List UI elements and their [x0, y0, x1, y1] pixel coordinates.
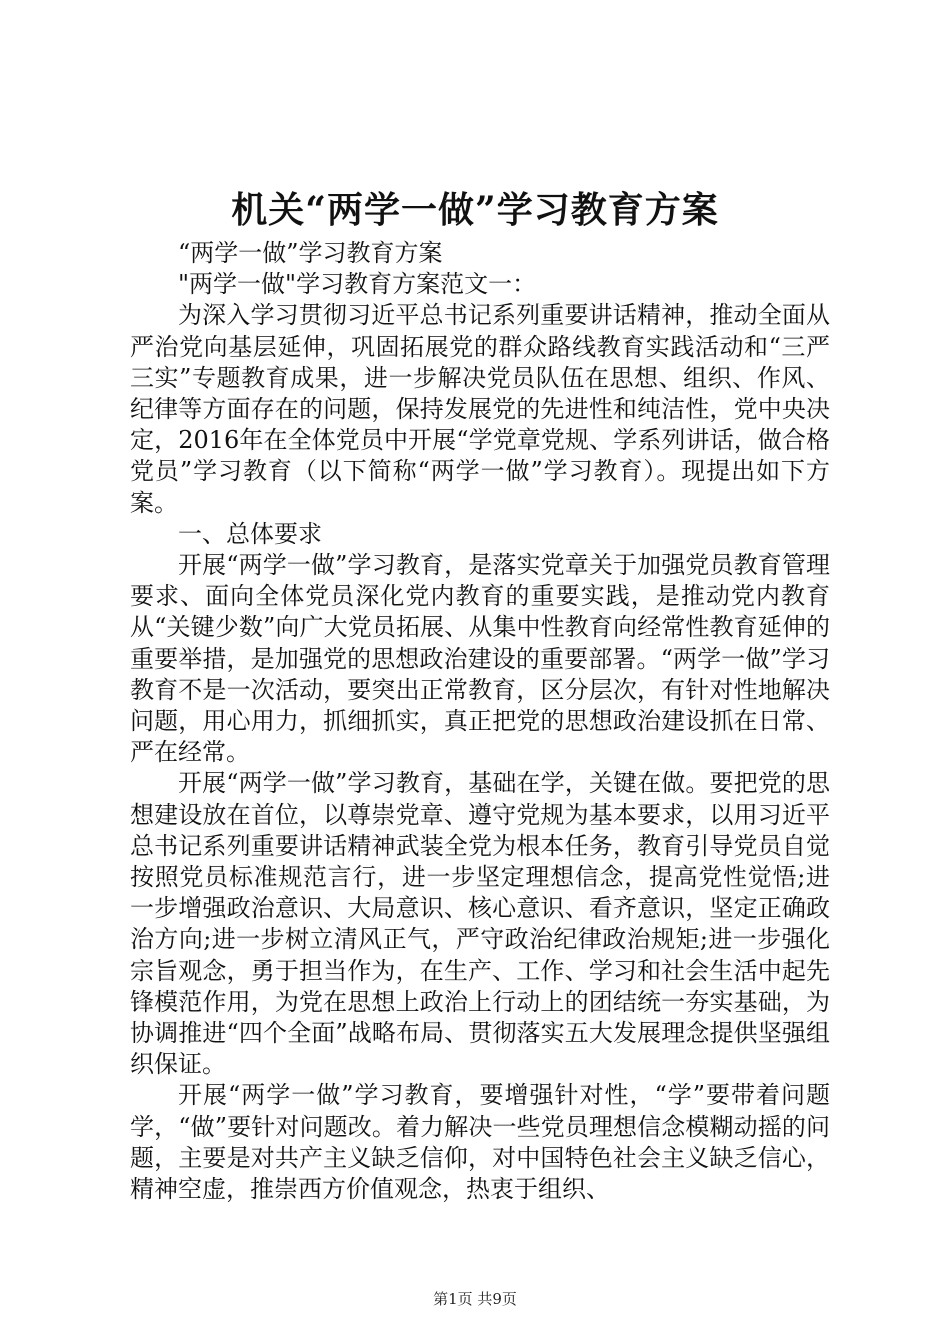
paragraph: 开展“两学一做”学习教育，是落实党章关于加强党员教育管理要求、面向全体党员深化党内教育的重要实践，是推动党内教育从“关键少数”向广大党员拓展、从集中性教育向经常性教育延伸的重要举措，是加强党的思想政治建设的重要部署。“两学一做”学习教育不是一次活动，要突出正常教育，区分层次，有针对性地解决问题，用心用力，抓细抓实，真正把党的思想政治建设抓在日常、严在经常。 — [130, 551, 830, 767]
document-title: 机关“两学一做”学习教育方案 — [231, 189, 719, 231]
paragraph: 为深入学习贯彻习近平总书记系列重要讲话精神，推动全面从严治党向基层延伸，巩固拓展党的群众路线教育实践活动和“三严三实”专题教育成果，进一步解决党员队伍在思想、组织、作风、纪律等方面存在的问题，保持发展党的先进性和纯洁性，党中央决定，2016年在全体党员中开展“学党章党规、学系列讲话，做合格党员”学习教育（以下简称“两学一做”学习教育）。现提出如下方案。 — [130, 301, 830, 517]
section-heading: 一、总体要求 — [178, 519, 322, 548]
paragraph: 开展“两学一做”学习教育，要增强针对性，“学”要带着问题学，“做”要针对问题改。着力解决一些党员理想信念模糊动摇的问题，主要是对共产主义缺乏信仰，对中国特色社会主义缺乏信心，精神空虚，推崇西方价值观念，热衷于组织、 — [130, 1081, 830, 1204]
paragraph: “两学一做”学习教育方案 — [178, 239, 443, 267]
document-body — [130, 238, 830, 1205]
page-number-footer: 第1页 共9页 — [433, 1290, 517, 1308]
paragraph: "两学一做"学习教育方案范文一： — [178, 270, 537, 299]
paragraph: 开展“两学一做”学习教育，基础在学，关键在做。要把党的思想建设放在首位，以尊崇党章、遵守党规为基本要求，以用习近平总书记系列重要讲话精神武装全党为根本任务，教育引导党员自觉按照党员标准规范言行，进一步坚定理想信念，提高党性觉悟;进一步增强政治意识、大局意识、核心意识、看齐意识，坚定正确政治方向;进一步树立清风正气，严守政治纪律政治规矩;进一步强化宗旨观念，勇于担当作为，在生产、工作、学习和社会生活中起先锋模范作用，为党在思想上政治上行动上的团结统一夯实基础，为协调推进“四个全面”战略布局、贯彻落实五大发展理念提供坚强组织保证。 — [130, 769, 830, 1079]
